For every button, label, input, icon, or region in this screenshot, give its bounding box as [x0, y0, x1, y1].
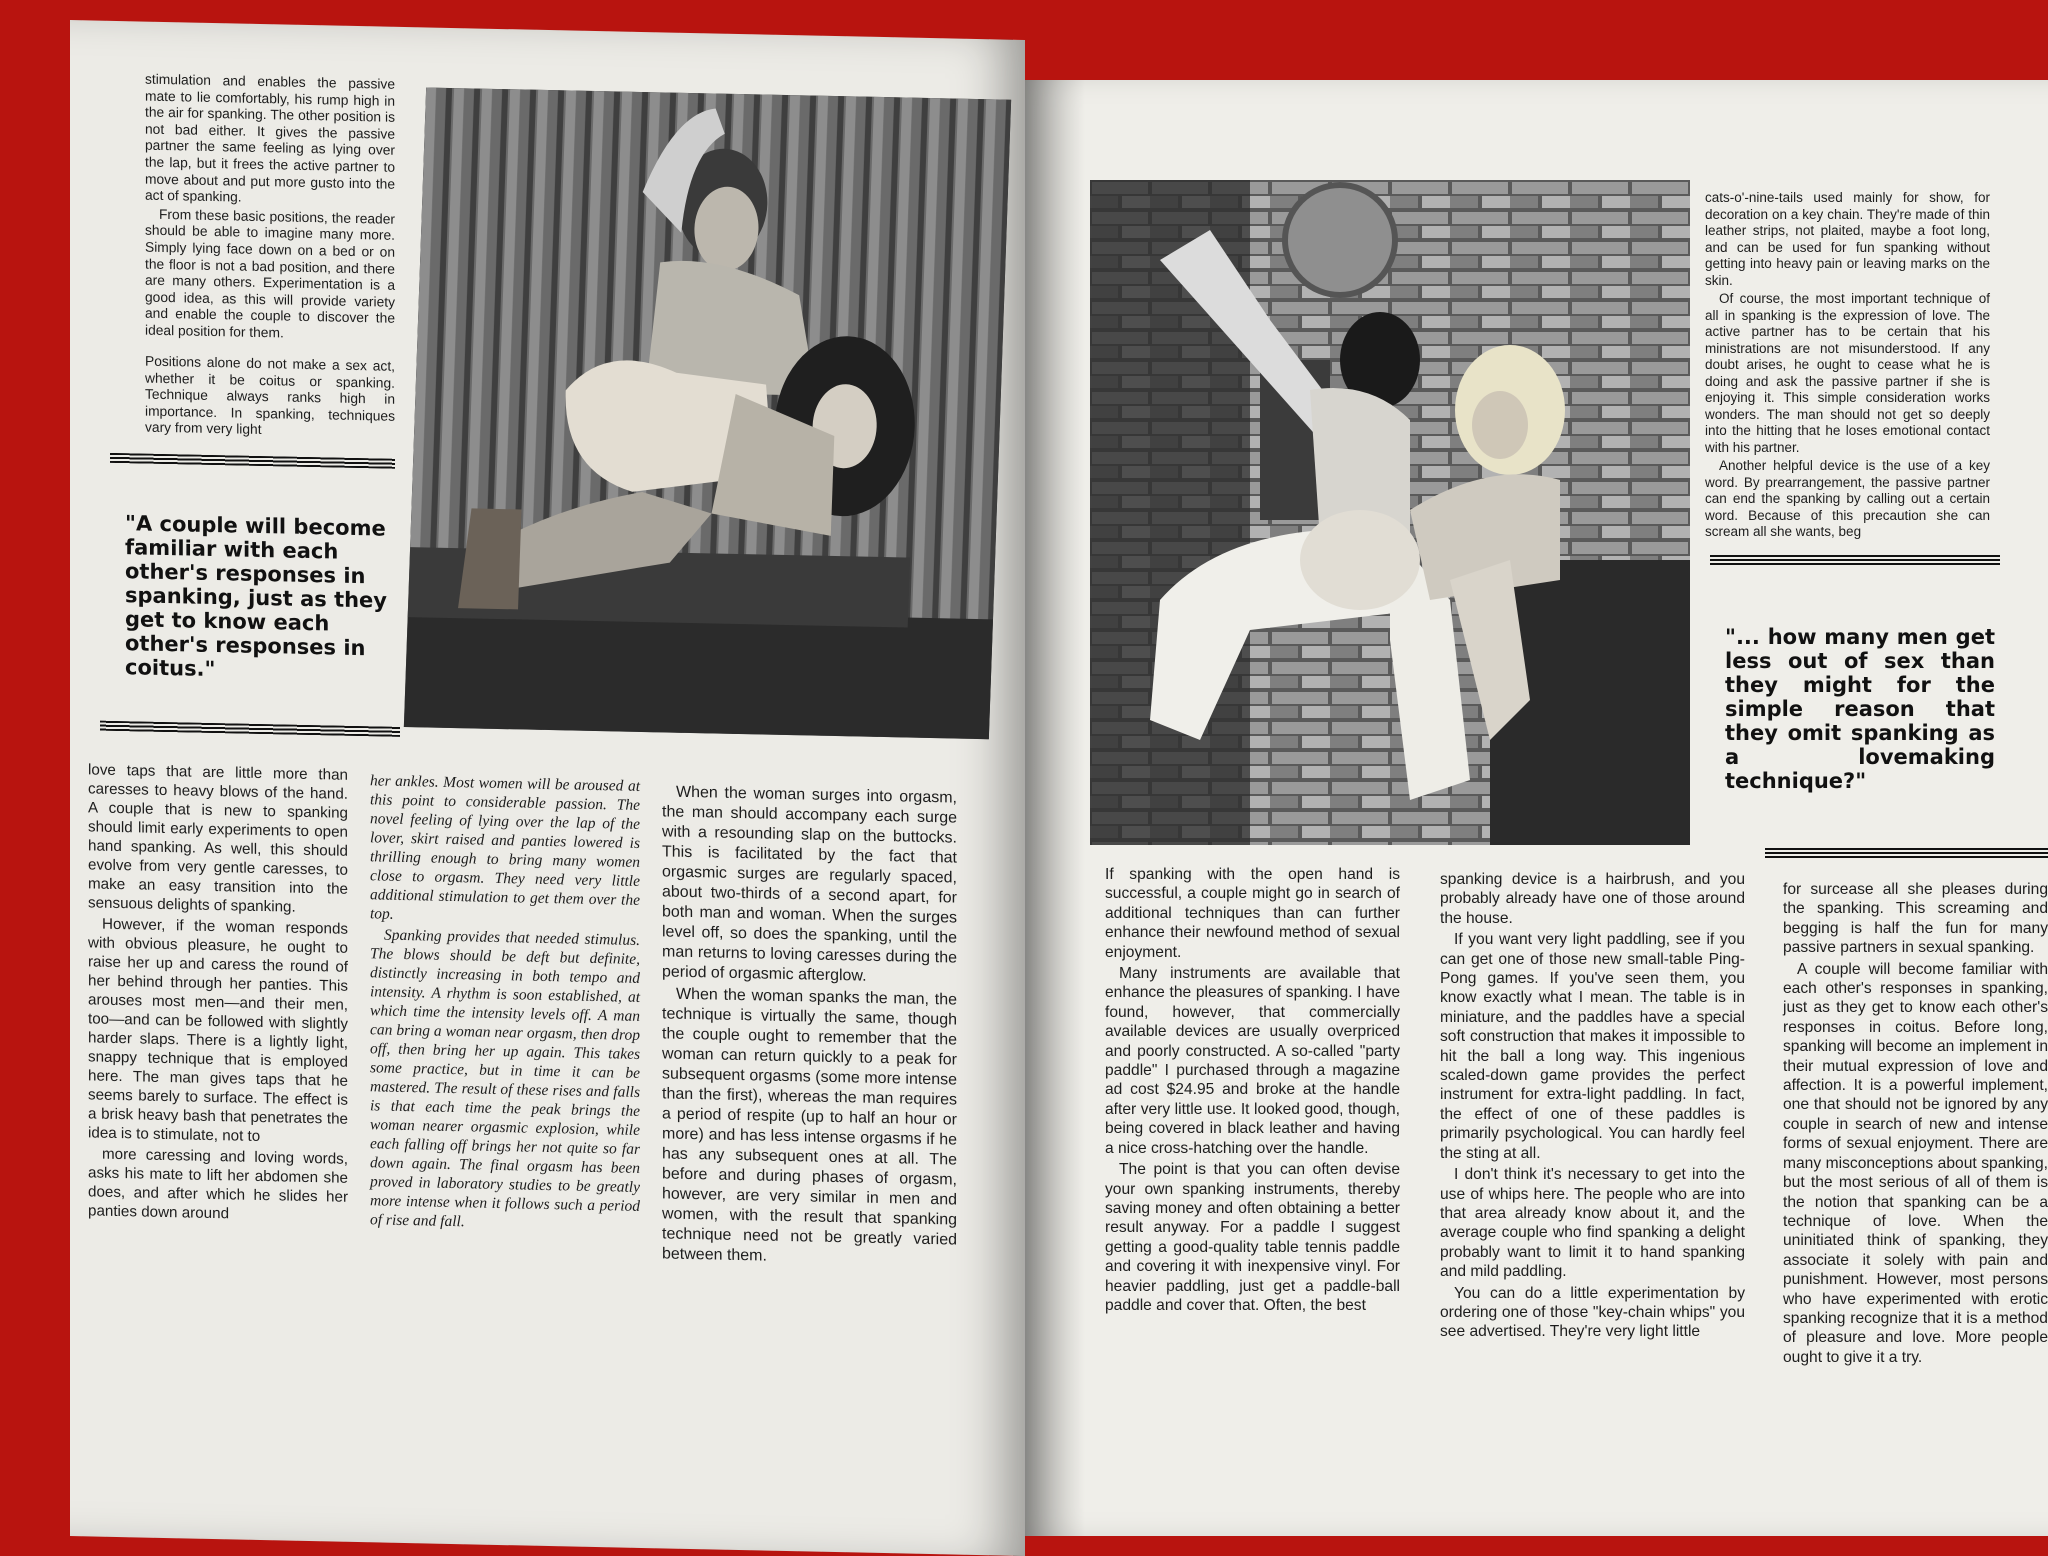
- left-photo: [404, 87, 1011, 739]
- right-page: [1025, 80, 2048, 1536]
- right-rule-bottom: [1765, 848, 2048, 858]
- left-top-column: [145, 72, 395, 347]
- left-column-1: love taps that are little more than caresses to heavy blows of the hand. A couple that is new to spanking should limit early experiments to open hand spanking. As well, this should evolve from very gentle caresses, to make an easy transition into the sensuous delights of spanking. However, if the woman responds with obvious pleasure, he ought to raise her up and caress the round of her behind through her panties. This arouses most men—and their men, too—and can be followed with slightly harder slaps. There is a lightly light, snappy technique that is employed here. The man gives taps that he seems barely to surface. The effect is a brisk heavy bash that penetrates the idea is to stimulate, not to more caressing and loving words, asks his mate to lift her abdomen she does, and after which he slides her panties down around: [88, 761, 348, 1223]
- right-column-2: spanking device is a hairbrush, and you probably already have one of those around the house. If you want very light paddling, see if you can get one of those new small-table Ping-Pong games. If you've seen them, you know exactly what I mean. The table is in miniature, and the paddles have a special soft construction that makes it impossible to hit the ball a long way. This ingenious scaled-down game provides the perfect instrument for extra-light paddling. In fact, the effect of one of these paddles is primarily psychological. You can hardly feel the sting at all. I don't think it's necessary to get into the use of whips here. The people who are into that area already know about it, and the average couple who find spanking a delight probably want to limit it to hand spanking and mild paddling. You can do a little experimentation by ordering one of those "key-chain whips" you see advertised. They're very light little: [1440, 871, 1745, 1341]
- left-page: [70, 20, 1025, 1556]
- right-column-1: If spanking with the open hand is successful, a couple might go in search of additional techniques than can further enhance their newfound method of sexual enjoyment. Many instruments are available that enhance the pleasures of spanking. I have found, however, that commercially available devices are usually overpriced and poorly constructed. A so-called "party paddle" I purchased through a magazine ad cost $24.95 and broke at the handle after very little use. It looked good, though, being covered in black leather and having a nice cross-hatching over the handle. The point is that you can often devise your own spanking instruments, thereby saving money and often obtaining a better result anyway. For a paddle I suggest getting a good-quality table tennis paddle and covering it with inexpensive vinyl. For heavier paddling, just get a paddle-ball paddle and cover that. Often, the best: [1105, 866, 1400, 1314]
- positions-paragraph: Positions alone do not make a sex act, whether it be coitus or spanking. Technique always ranks high in importance. In spanking, techniques vary from very light: [145, 353, 395, 438]
- right-photo: [1090, 180, 1690, 845]
- left-rule-top: [110, 453, 395, 469]
- left-pull-quote: "A couple will become familiar with each other's responses in spanking, just as they get to know each other's responses in coitus.": [125, 511, 387, 682]
- right-rule-top: [1710, 555, 2000, 565]
- left-column-3: When the woman surges into orgasm, the man should accompany each surge with a resounding slap on the buttocks. This is facilitated by the fact that orgasmic surges are regularly spaced, about two-thirds of a second apart, for both man and woman. When the surges level off, so does the spanking, until the man returns to loving caresses during the period of orgasmic afterglow. When the woman spanks the man, the technique is virtually the same, though the couple ought to remember that the woman can return quickly to a peak for subsequent orgasms (some more intense than the first), whereas the man requires a period of respite (up to half an hour or more) and has less intense orgasms if he has any subsequent ones at all. The before and during phases of orgasm, however, are very similar in men and women, with the result that spanking technique need not be greatly varied between them.: [662, 783, 957, 1265]
- right-pull-quote: "... how many men get less out of sex than they might for the simple reason that they omit spanking as a lovemaking technique?": [1725, 625, 1995, 793]
- left-column-2: her ankles. Most women will be aroused at this point to considerable passion. The novel feeling of lying over the lap of the lover, skirt raised and panties lowered is thrilling enough to bring many women close to orgasm. They need very little additional stimulation to get them over the top. Spanking provides that needed stimulus. The blows should be deft but definite, distinctly increasing in both tempo and intensity. A rhythm is soon established, at which time the intensity levels off. A man can bring a woman near orgasm, then drop off, then bring her up again. This takes some practice, but in time it can be mastered. The result of these rises and falls is that each time the peak brings the woman nearer orgasmic explosion, while each falling off brings her not quite so far down again. The final orgasm has been proved in laboratory studies to be greatly more intense when it follows such a period of rise and fall.: [370, 772, 640, 1231]
- left-top-para-1: stimulation and enables the passive mate to lie comfortably, his rump high in the air for spanking. The other position is not bad either. It gives the passive partner the same feeling as lying over the lap, but it frees the active partner to move about and put more gusto into the act of spanking.: [145, 71, 395, 205]
- left-top-para-2: From these basic positions, the reader should be able to imagine many more. Simply lying face down on a bed or on the floor is not a bad position, and there are many others. Experimentation is a good idea, as this will provide variety and enable the couple to discover the ideal position for them.: [145, 206, 395, 341]
- right-column-3: for surcease all she pleases during the spanking. This screaming and begging is half the fun for many passive partners in sexual spanking. A couple will become familiar with each other's responses in spanking, just as they get to know each other's responses in coitus. Before long, spanking will become an implement in their mutual expression of love and affection. It is a powerful implement, one that should not be ignored by any couple in search of new and intense forms of sexual enjoyment. There are many misconceptions about spanking, but the most serious of all of them is the notion that spanking can be a technique of love. When the uninitiated think of spanking, they associate it solely with pain and punishment. However, most persons who have experimented with erotic spanking recognize that it is a method of pleasure and love. More people ought to give it a try.: [1783, 881, 2048, 1366]
- magazine-spread: [70, 20, 2048, 1536]
- right-top-column: cats-o'-nine-tails used mainly for show, for decoration on a key chain. They're made of thin leather strips, not plaited, maybe a foot long, and can be used for fun spanking without getting into heavy pain or leaving marks on the skin. Of course, the most important technique of all in spanking is the expression of love. The active partner has to be certain that his ministrations are not misunderstood. If any doubt arises, he ought to cease what he is doing and ask the passive partner if she is enjoying it. This simple consideration works wonders. The man should not get so deeply into the hitting that he loses emotional contact with his partner. Another helpful device is the use of a key word. By prearrangement, the passive partner can end the spanking by calling out a certain word. Because of this precaution she can scream all she wants, beg: [1705, 190, 1990, 539]
- left-rule-bottom: [100, 721, 400, 737]
